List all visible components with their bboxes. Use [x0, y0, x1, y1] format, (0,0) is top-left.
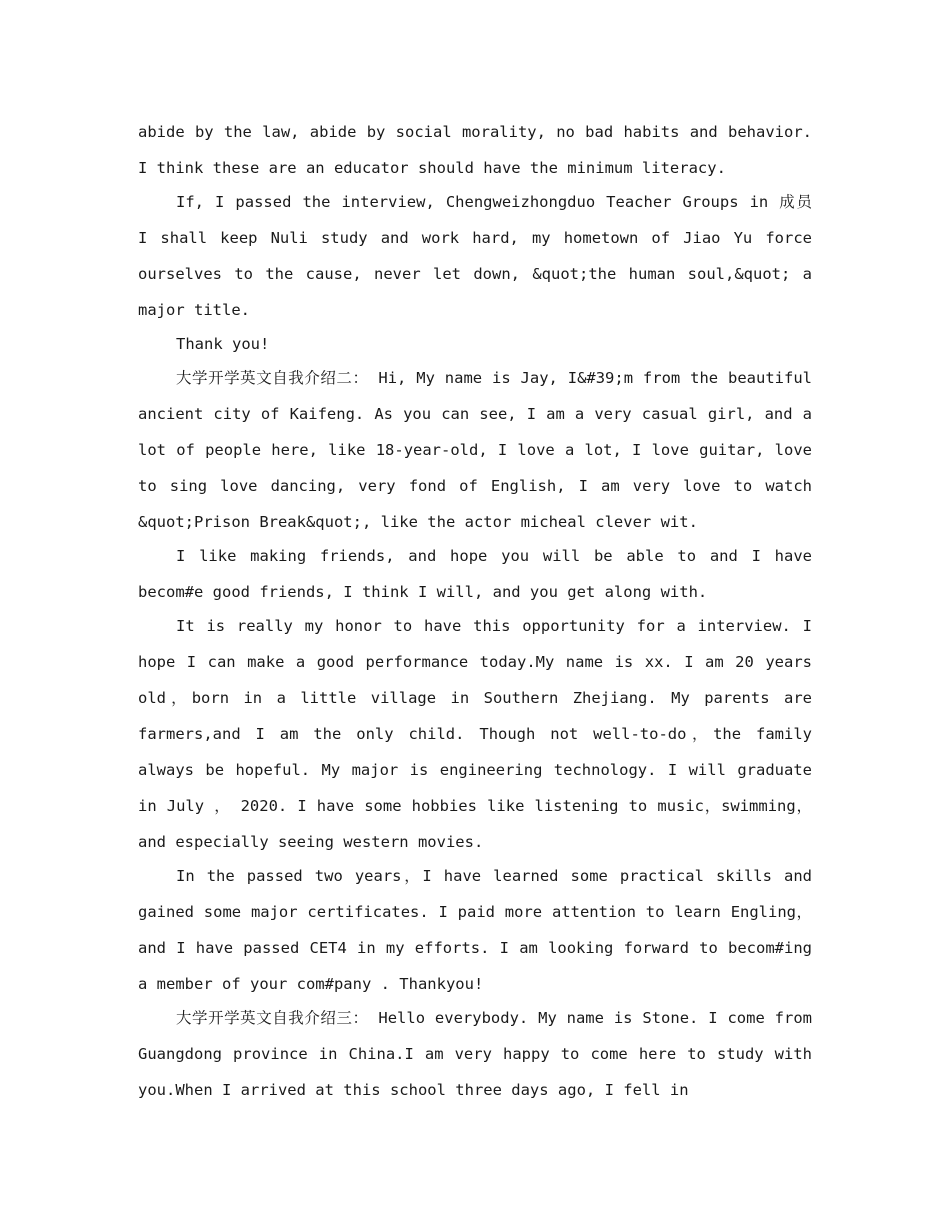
- paragraph-7: In the passed two years，I have learned some practical skills and gained some major certificates. I paid more attention to learn Engling，and I have passed CET4 in my efforts. I am looking forward to becom#ing a member of your com#pany . Thankyou!: [138, 867, 812, 993]
- paragraph-3: Thank you!: [176, 335, 270, 353]
- paragraph-5: I like making friends, and hope you will be able to and I have becom#e good friends, I think I will, and you get along with.: [138, 547, 812, 601]
- document-body: [138, 114, 812, 1106]
- paragraph-1: abide by the law, abide by social morality, no bad habits and behavior. I think these are an educator should have the minimum literacy.: [138, 123, 812, 177]
- paragraph-8: 大学开学英文自我介绍三： Hello everybody. My name is Stone. I come from Guangdong province in China.I am very happy to come here to study with you.When I arrived at this school three days ago, I fell in: [138, 1009, 812, 1099]
- paragraph-4: 大学开学英文自我介绍二： Hi, My name is Jay, I&#39;m from the beautiful ancient city of Kaifeng. As you can see, I am a very casual girl, and a lot of people here, like 18-year-old, I love a lot, I love guitar, love to sing love dancing, very fond of English, I am very love to watch &quot;Prison Break&quot;, like the actor micheal clever wit.: [138, 369, 812, 531]
- paragraph-6: It is really my honor to have this opportunity for a interview. I hope I can make a good performance today.My name is xx. I am 20 years old，born in a little village in Southern Zhejiang. My parents are farmers,and I am the only child. Though not well-to-do，the family always be hopeful. My major is engineering technology. I will graduate in July ， 2020. I have some hobbies like listening to music，swimming，and especially seeing western movies.: [138, 617, 812, 851]
- paragraph-2: If, I passed the interview, Chengweizhongduo Teacher Groups in 成员 I shall keep Nuli study and work hard, my hometown of Jiao Yu force ourselves to the cause, never let down, &quot;the human soul,&quot; a major title.: [138, 193, 812, 319]
